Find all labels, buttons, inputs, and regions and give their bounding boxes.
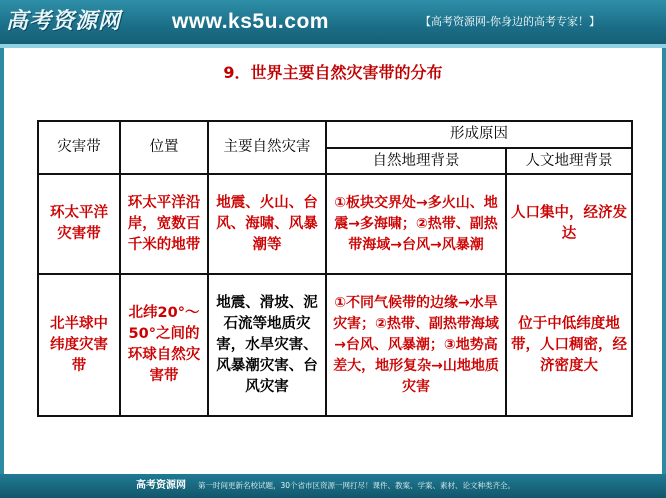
table-header-row: [38, 121, 632, 148]
left-border-strip: [0, 48, 4, 474]
cell-natural-bg: ①不同气候带的边缘→水旱灾害；②热带、副热带海域→台风、风暴潮；③地势高差大，地形复杂→山地地质灾害: [326, 274, 506, 416]
cell-disasters: 地震、火山、台风、海啸、风暴潮等: [208, 174, 326, 274]
cell-human-bg: 人口集中，经济发达: [506, 174, 632, 274]
cell-disasters: 地震、滑坡、泥石流等地质灾害，水旱灾害、风暴潮灾害、台风灾害: [208, 274, 326, 416]
disaster-zone-table: [37, 120, 633, 417]
header-location: 位置: [120, 121, 208, 174]
cell-zone: 北半球中纬度灾害带: [38, 274, 120, 416]
cell-natural-bg: ①板块交界处→多火山、地震→多海啸；②热带、副热带海域→台风→风暴潮: [326, 174, 506, 274]
site-slogan: 【高考资源网-你身边的高考专家！】: [420, 15, 600, 28]
banner-accent-bar: [0, 44, 666, 48]
footer-text: 第一时间更新名校试题，30个省市区资源一网打尽！课件、教案、学案、素材、论文种类齐全。: [198, 481, 516, 490]
cell-location: 环太平洋沿岸，宽数百千米的地带: [120, 174, 208, 274]
cell-location: 北纬20°～50°之间的环球自然灾害带: [120, 274, 208, 416]
header-disasters: 主要自然灾害: [208, 121, 326, 174]
site-banner: [0, 0, 666, 44]
header-cause: 形成原因: [326, 121, 632, 148]
table-row: [38, 274, 632, 416]
header-zone: 灾害带: [38, 121, 120, 174]
table-row: [38, 174, 632, 274]
site-url[interactable]: www.ks5u.com: [172, 10, 329, 33]
header-human-bg: 人文地理背景: [506, 148, 632, 174]
page-title: 9．世界主要自然灾害带的分布: [223, 63, 443, 82]
site-footer: [0, 474, 666, 498]
cell-human-bg: 位于中低纬度地带，人口稠密，经济密度大: [506, 274, 632, 416]
site-logo[interactable]: 高考资源网: [6, 8, 122, 34]
footer-logo[interactable]: 高考资源网: [136, 480, 186, 491]
right-border-strip: [662, 48, 666, 474]
cell-zone: 环太平洋灾害带: [38, 174, 120, 274]
header-natural-bg: 自然地理背景: [326, 148, 506, 174]
